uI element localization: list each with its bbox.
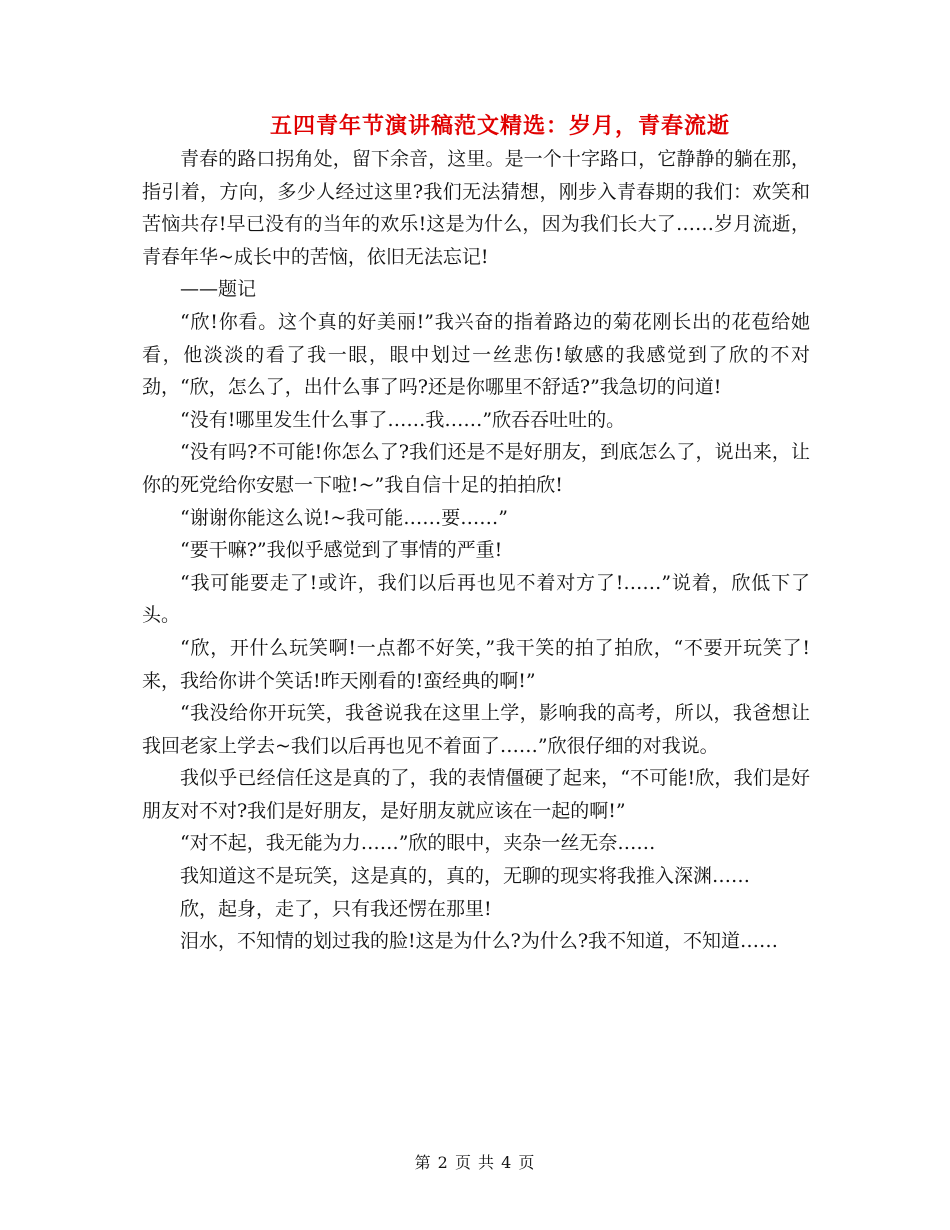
paragraph: ——题记 xyxy=(180,278,257,301)
paragraph: 我似乎已经信任这是真的了，我的表情僵硬了起来，“不可能!欣，我们是好朋友对不对?我们是好朋友，是好朋友就应该在一起的啊!” xyxy=(142,767,810,822)
paragraph: “欣，开什么玩笑啊!一点都不好笑，”我干笑的拍了拍欣，“不要开玩笑了!来，我给你讲个笑话!昨天刚看的!蛮经典的啊!” xyxy=(142,636,810,692)
paragraph: “没有!哪里发生什么事了……我……”欣吞吞吐吐的。 xyxy=(180,408,626,431)
page-number-footer: 第 2 页 共 4 页 xyxy=(414,1153,536,1172)
paragraph: “对不起，我无能为力……”欣的眼中，夹杂一丝无奈…… xyxy=(180,832,656,855)
paragraph: “欣!你看。这个真的好美丽!”我兴奋的指着路边的菊花刚长出的花苞给她看，他淡淡的看了我一眼，眼中划过一丝悲伤!敏感的我感觉到了欣的不对劲，“欣，怎么了，出什么事了吗?还是你哪里不舒适?”我急切的问道! xyxy=(142,310,810,399)
paragraph: “我可能要走了!或许，我们以后再也见不着对方了!……”说着，欣低下了头。 xyxy=(142,571,810,627)
paragraph: “没有吗?不可能!你怎么了?我们还是不是好朋友，到底怎么了，说出来，让你的死党给你安慰一下啦!~”我自信十足的拍拍欣! xyxy=(142,441,810,496)
paragraph: 泪水，不知情的划过我的脸!这是为什么?为什么?我不知道，不知道…… xyxy=(180,930,779,953)
paragraph: 我知道这不是玩笑，这是真的，真的，无聊的现实将我推入深渊…… xyxy=(180,865,751,888)
paragraph: “要干嘛?”我似乎感觉到了事情的严重! xyxy=(180,539,503,562)
paragraph: “我没给你开玩笑，我爸说我在这里上学，影响我的高考，所以，我爸想让我回老家上学去~我们以后再也见不着面了……”欣很仔细的对我说。 xyxy=(142,702,810,757)
document-body xyxy=(142,143,810,958)
paragraph: 欣，起身，走了，只有我还愣在那里! xyxy=(180,897,492,920)
paragraph: 青春的路口拐角处，留下余音，这里。是一个十字路口，它静静的躺在那，指引着，方向，多少人经过这里?我们无法猜想，刚步入青春期的我们：欢笑和苦恼共存!早已没有的当年的欢乐!这是为什么，因为我们长大了……岁月流逝，青春年华~成长中的苦恼，依旧无法忘记! xyxy=(142,148,810,268)
document-title: 五四青年节演讲稿范文精选：岁月，青春流逝 xyxy=(269,113,730,139)
paragraph: “谢谢你能这么说!~我可能……要……” xyxy=(180,506,508,529)
